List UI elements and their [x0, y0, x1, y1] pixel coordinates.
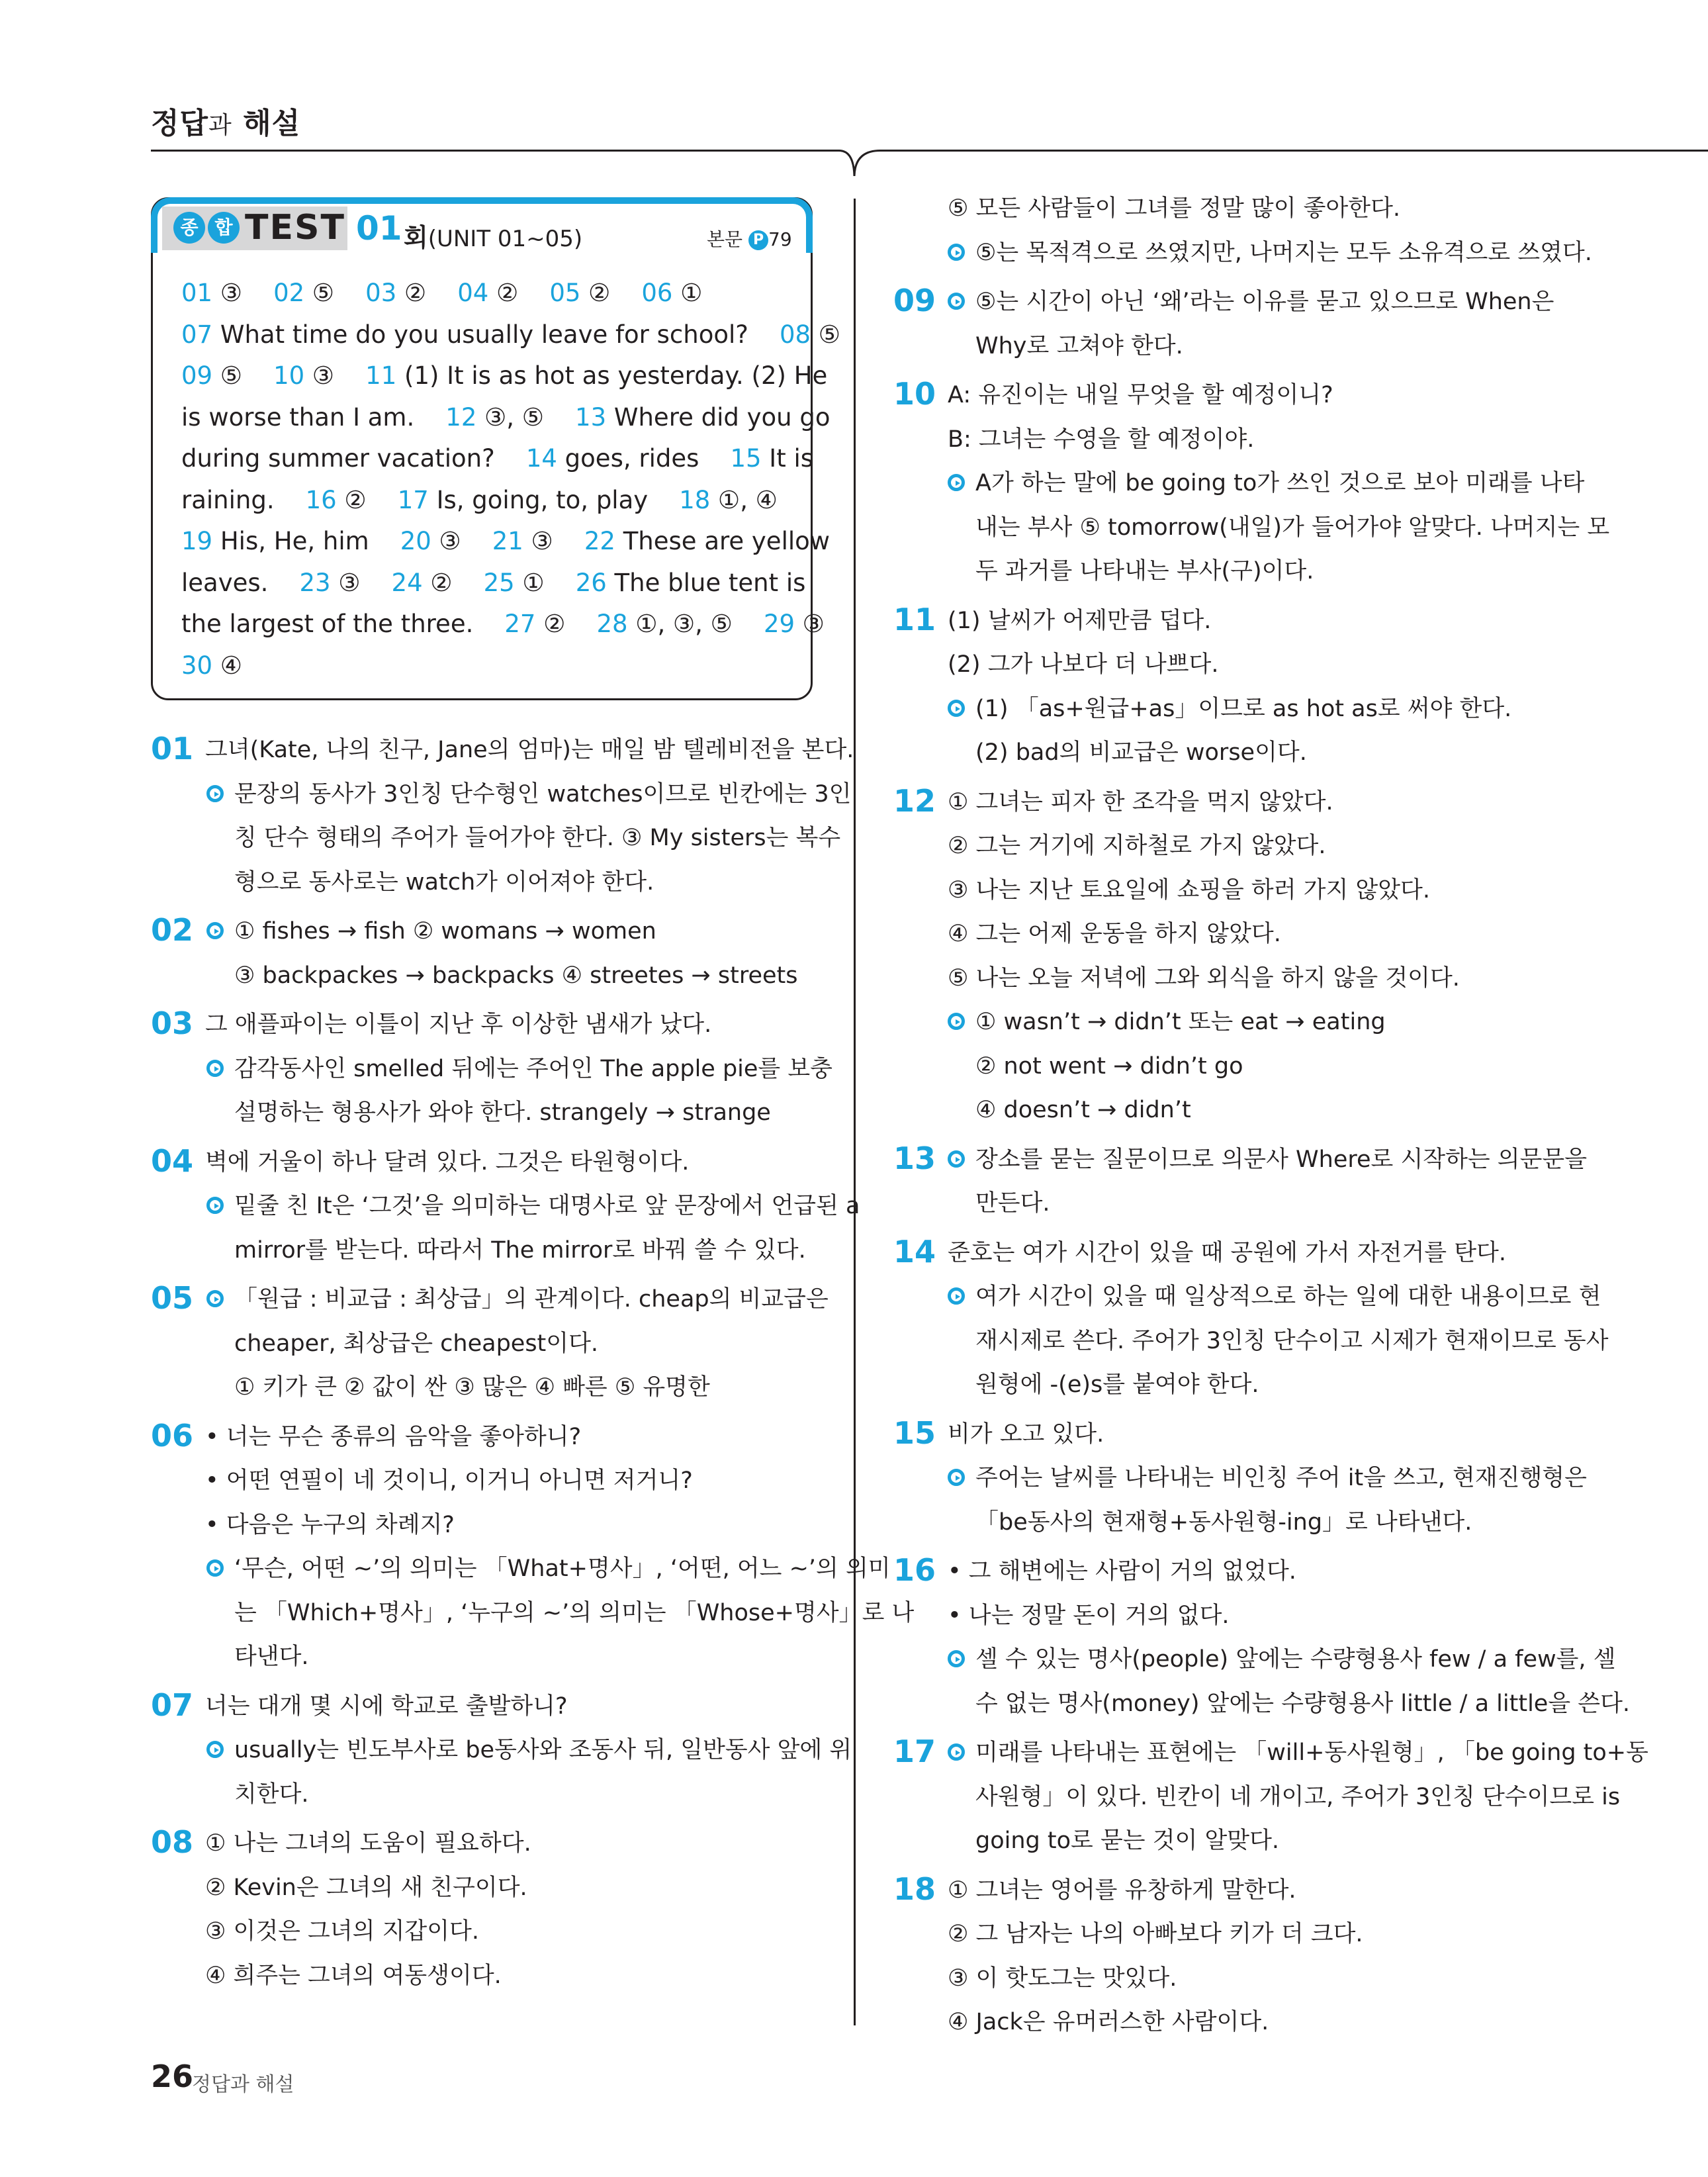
explanation-line — [234, 909, 656, 954]
item-number: 03 — [151, 1005, 194, 1041]
answer-line: 30 ④ — [181, 651, 243, 680]
item-number: 01 — [151, 731, 194, 766]
item-number: 16 — [893, 1552, 936, 1588]
item-line: ④ Jack은 유머러스한 사람이다. — [948, 2009, 1269, 2035]
explanation-line — [234, 816, 840, 860]
item-line: 준호는 여가 시간이 있을 때 공원에 가서 자전거를 탄다. — [948, 1239, 1506, 1266]
arrow-circle-icon — [206, 785, 224, 802]
explanation-line — [975, 231, 1592, 275]
item-line: ② Kevin은 그녀의 새 친구이다. — [205, 1874, 527, 1901]
item-number: 06 — [151, 1417, 194, 1454]
header-title-c: 해설 — [232, 107, 301, 140]
arrow-circle-icon — [948, 1013, 965, 1030]
item-number: 14 — [893, 1233, 936, 1270]
explanation-line — [234, 1277, 829, 1322]
header-rule-right — [880, 150, 1708, 152]
item-line: ⑤ 나는 오늘 저녁에 그와 외식을 하지 않을 것이다. — [948, 964, 1460, 992]
explanation-line — [234, 1591, 914, 1636]
answer-line: during summer vacation? 14 goes, rides 15 It is — [181, 444, 814, 473]
test-unit — [404, 217, 582, 254]
explanation-text: 문장의 동사가 3인칭 단수형인 watches이므로 빈칸에는 3인 — [234, 780, 852, 808]
explanation-text: (1) 「as+원급+as」이므로 as hot as로 써야 한다. — [975, 695, 1512, 722]
explanation-line — [975, 687, 1511, 731]
item-line: • 어떤 연필이 네 것이니, 이거니 아니면 저거니? — [205, 1467, 693, 1494]
explanation-text: 주어는 날씨를 나타내는 비인칭 주어 it을 쓰고, 현재진행형은 — [975, 1465, 1587, 1491]
item-number: 12 — [893, 782, 936, 819]
item-line: B: 그녀는 수영을 할 예정이야. — [948, 426, 1255, 453]
explanation-text: 형으로 동사로는 watch가 이어져야 한다. — [234, 868, 654, 896]
column-divider — [854, 199, 856, 2025]
test-number: 01 — [356, 209, 402, 248]
explanation-line — [234, 1547, 891, 1591]
explanation-text: 칭 단수 형태의 주어가 들어가야 한다. ③ My sisters는 복수 — [234, 825, 841, 851]
answer-line: 01 ③ 02 ⑤ 03 ② 04 ② 05 ② 06 ① — [181, 279, 703, 307]
explanation-text: ‘무슨, 어떤 ~’의 의미는 「What+명사」, ‘어떤, 어느 ~’의 의미 — [234, 1555, 891, 1582]
explanation-text: (2) bad의 비교급은 worse이다. — [975, 739, 1307, 766]
item-line: ③ 이것은 그녀의 지갑이다. — [205, 1918, 479, 1945]
explanation-line — [234, 1091, 771, 1135]
item-line: ② 그는 거기에 지하철로 가지 않았다. — [948, 833, 1326, 859]
item-number: 09 — [893, 283, 936, 318]
item-line: 그 애플파이는 이틀이 지난 후 이상한 냄새가 났다. — [205, 1011, 712, 1038]
test-label: TEST — [245, 208, 345, 248]
explanation-line — [975, 1501, 1472, 1545]
explanation-text: ⑤는 목적격으로 쓰였지만, 나머지는 모두 소유격으로 쓰였다. — [975, 239, 1592, 266]
explanation-text: ① 키가 큰 ② 값이 싼 ③ 많은 ④ 빠른 ⑤ 유명한 — [234, 1374, 710, 1401]
header-title-a: 정답 — [151, 107, 209, 140]
explanation-text: ④ doesn’t → didn’t — [975, 1097, 1191, 1123]
explanation-text: cheaper, 최상급은 cheapest이다. — [234, 1330, 599, 1357]
answer-line: is worse than I am. 12 ③, ⑤ 13 Where did you go — [181, 402, 831, 432]
arrow-circle-icon — [948, 474, 965, 491]
item-line: A: 유진이는 내일 무엇을 할 예정이니? — [948, 382, 1333, 408]
item-line: ① 그녀는 영어를 유창하게 말한다. — [948, 1876, 1296, 1904]
explanation-line — [975, 1731, 1648, 1775]
explanation-text: 만든다. — [975, 1190, 1050, 1217]
item-number: 05 — [151, 1280, 194, 1316]
explanation-line — [234, 1728, 852, 1773]
explanation-text: 「be동사의 현재형+동사원형-ing」로 나타낸다. — [975, 1508, 1472, 1536]
item-line: (2) 그가 나보다 더 나쁘다. — [948, 651, 1219, 678]
answer-line: leaves. 23 ③ 24 ② 25 ① 26 The blue tent is — [181, 568, 806, 597]
answer-line: 19 His, He, him 20 ③ 21 ③ 22 These are yellow — [181, 527, 831, 555]
item-line: ⑤ 모든 사람들이 그녀를 정말 많이 좋아한다. — [948, 195, 1401, 222]
item-number: 18 — [893, 1871, 936, 1907]
explanation-text: 내는 부사 ⑤ tomorrow(내일)가 들어가야 알맞다. 나머지는 모 — [975, 514, 1610, 541]
explanation-text: ③ backpackes → backpacks ④ streetes → streets — [234, 962, 798, 989]
item-number: 02 — [151, 912, 194, 948]
explanation-text: going to로 묻는 것이 알맞다. — [975, 1828, 1279, 1854]
page-number: 26 — [151, 2059, 194, 2094]
explanation-text: usually는 빈도부사로 be동사와 조동사 뒤, 일반동사 앞에 위 — [234, 1737, 852, 1763]
explanation-text: 감각동사인 smelled 뒤에는 주어인 The apple pie를 보충 — [234, 1055, 832, 1082]
item-line: ④ 희주는 그녀의 여동생이다. — [205, 1962, 502, 1989]
item-line: • 너는 무슨 종류의 음악을 좋아하니? — [205, 1423, 582, 1450]
arrow-circle-icon — [206, 1060, 224, 1077]
arrow-circle-icon — [206, 922, 224, 939]
explanation-line — [975, 1044, 1243, 1089]
explanation-line — [975, 1638, 1616, 1682]
explanation-line — [975, 1682, 1630, 1726]
explanation-line — [234, 1773, 309, 1817]
item-number: 04 — [151, 1142, 194, 1179]
arrow-circle-icon — [948, 1287, 965, 1305]
explanation-line — [975, 1088, 1191, 1133]
explanation-line — [975, 280, 1554, 324]
explanation-line — [975, 731, 1307, 775]
explanation-text: 두 과거를 나타내는 부사(구)이다. — [975, 558, 1314, 584]
item-number: 07 — [151, 1687, 194, 1723]
explanation-text: 수 없는 명사(money) 앞에는 수량형용사 little / a little을 쓴다. — [975, 1690, 1631, 1717]
ref-label: 본문 — [707, 228, 743, 250]
explanation-text: 원형에 -(e)s를 붙여야 한다. — [975, 1371, 1259, 1398]
arrow-circle-icon — [948, 1150, 965, 1168]
ref-page: 79 — [768, 228, 792, 250]
explanation-text: ① wasn’t → didn’t 또는 eat → eating — [975, 1009, 1386, 1035]
explanation-text: 여가 시간이 있을 때 일상적으로 하는 일에 대한 내용이므로 현 — [975, 1283, 1601, 1310]
explanation-line — [234, 1366, 710, 1410]
item-line: ③ 이 핫도그는 맛있다. — [948, 1965, 1177, 1992]
explanation-text: 재시제로 쓴다. 주어가 3인칭 단수이고 시제가 현재이므로 동사 — [975, 1327, 1609, 1354]
page-icon: P — [748, 230, 768, 250]
item-line: 너는 대개 몇 시에 학교로 출발하니? — [205, 1692, 568, 1720]
explanation-line — [975, 1456, 1587, 1501]
explanation-line — [975, 1181, 1050, 1226]
explanation-text: 타낸다. — [234, 1644, 309, 1670]
explanation-line — [234, 1635, 309, 1679]
explanation-line — [234, 1184, 860, 1228]
explanation-line — [234, 1322, 598, 1366]
header-rule-left — [151, 150, 839, 152]
page-header-title — [151, 99, 300, 142]
explanation-text: 밑줄 친 It은 ‘그것’을 의미하는 대명사로 앞 문장에서 언급된 a — [234, 1193, 860, 1219]
explanation-text: ① fishes → fish ② womans → women — [234, 918, 656, 945]
item-line: ② 그 남자는 나의 아빠보다 키가 더 크다. — [948, 1921, 1363, 1947]
explanation-line — [975, 461, 1584, 506]
answer-list — [181, 273, 840, 686]
arrow-circle-icon — [948, 1469, 965, 1486]
explanation-line — [234, 1047, 832, 1091]
item-number: 10 — [893, 376, 936, 412]
explanation-text: 「원급 : 비교급 : 최상급」의 관계이다. cheap의 비교급은 — [234, 1286, 829, 1313]
explanation-line — [975, 1363, 1259, 1407]
explanation-line — [975, 1819, 1279, 1863]
test-unit-label: 회 — [404, 223, 428, 252]
item-line: 비가 오고 있다. — [948, 1420, 1104, 1448]
item-line: • 나는 정말 돈이 거의 없다. — [948, 1602, 1230, 1629]
badge-circle-1: 종 — [173, 212, 205, 244]
explanation-text: 는 「Which+명사」, ‘누구의 ~’의 의미는 「Whose+명사」로 나 — [234, 1599, 915, 1626]
item-number: 17 — [893, 1734, 936, 1769]
explanation-text: 설명하는 형용사가 와야 한다. strangely → strange — [234, 1099, 771, 1126]
explanation-line — [234, 954, 797, 998]
item-number: 11 — [893, 601, 936, 637]
explanation-text: A가 하는 말에 be going to가 쓰인 것으로 보아 미래를 나타 — [975, 470, 1585, 496]
explanation-text: Why로 고쳐야 한다. — [975, 332, 1183, 359]
badge-circle-2: 합 — [208, 212, 240, 244]
answer-line: raining. 16 ② 17 Is, going, to, play 18 ①, ④ — [181, 485, 778, 514]
explanation-line — [975, 1138, 1587, 1182]
item-number: 13 — [893, 1140, 936, 1176]
explanation-text: ② not went → didn’t go — [975, 1052, 1243, 1080]
answer-line: the largest of the three. 27 ② 28 ①, ③, ⑤ 29 ③ — [181, 610, 825, 638]
explanation-line — [975, 506, 1609, 550]
explanation-line — [975, 1000, 1386, 1044]
item-line: ④ 그는 어제 운동을 하지 않았다. — [948, 921, 1281, 947]
test-unit-range: (UNIT 01~05) — [427, 226, 583, 252]
explanation-text: 미래를 나타내는 표현에는 「will+동사원형」, 「be going to+동 — [975, 1739, 1648, 1766]
arrow-circle-icon — [206, 1559, 224, 1577]
explanation-line — [975, 549, 1314, 594]
explanation-text: 치한다. — [234, 1781, 309, 1808]
item-line: • 다음은 누구의 차례지? — [205, 1511, 455, 1538]
answer-line: 07 What time do you usually leave for school? 08 ⑤ — [181, 320, 840, 349]
arrow-circle-icon — [948, 1650, 965, 1667]
arrow-circle-icon — [948, 700, 965, 717]
item-line: ① 나는 그녀의 도움이 필요하다. — [205, 1830, 531, 1857]
answer-line: 09 ⑤ 10 ③ 11 (1) It is as hot as yesterday. (2) He — [181, 361, 828, 390]
item-line: ③ 나는 지난 토요일에 쇼핑을 하러 가지 않았다. — [948, 876, 1430, 903]
footer-label: 정답과 해설 — [192, 2073, 294, 2096]
explanation-line — [234, 772, 851, 817]
explanation-text: ⑤는 시간이 아닌 ‘왜’라는 이유를 묻고 있으므로 When은 — [975, 289, 1554, 315]
explanation-line — [975, 1275, 1601, 1319]
explanation-text: 장소를 묻는 질문이므로 의문사 Where로 시작하는 의문문을 — [975, 1146, 1588, 1173]
arrow-circle-icon — [948, 244, 965, 261]
explanation-line — [234, 860, 654, 905]
item-line: ① 그녀는 피자 한 조각을 먹지 않았다. — [948, 788, 1333, 815]
item-line: • 그 해변에는 사람이 거의 없었다. — [948, 1558, 1296, 1585]
explanation-text: 셀 수 있는 명사(people) 앞에는 수량형용사 few / a few를, 셀 — [975, 1646, 1616, 1673]
explanation-line — [975, 324, 1183, 369]
item-line: (1) 날씨가 어제만큼 덥다. — [948, 607, 1212, 634]
item-line: 그녀(Kate, 나의 친구, Jane의 엄마)는 매일 밤 텔레비전을 본다. — [205, 737, 854, 763]
explanation-text: mirror를 받는다. 따라서 The mirror로 바꿔 쓸 수 있다. — [234, 1236, 806, 1264]
arrow-circle-icon — [948, 293, 965, 310]
item-number: 15 — [893, 1414, 936, 1451]
item-number: 08 — [151, 1824, 194, 1860]
item-line: 벽에 거울이 하나 달려 있다. 그것은 타원형이다. — [205, 1148, 690, 1176]
explanation-line — [975, 1775, 1620, 1820]
arrow-circle-icon — [206, 1290, 224, 1307]
page-reference — [707, 225, 792, 252]
header-title-b: 과 — [208, 112, 232, 139]
explanation-text: 사원형」이 있다. 빈칸이 네 개이고, 주어가 3인칭 단수이므로 is — [975, 1783, 1621, 1810]
arrow-circle-icon — [206, 1741, 224, 1758]
explanation-line — [975, 1319, 1609, 1364]
explanation-line — [234, 1228, 806, 1273]
header-curve — [821, 150, 887, 203]
arrow-circle-icon — [206, 1197, 224, 1214]
arrow-circle-icon — [948, 1743, 965, 1761]
